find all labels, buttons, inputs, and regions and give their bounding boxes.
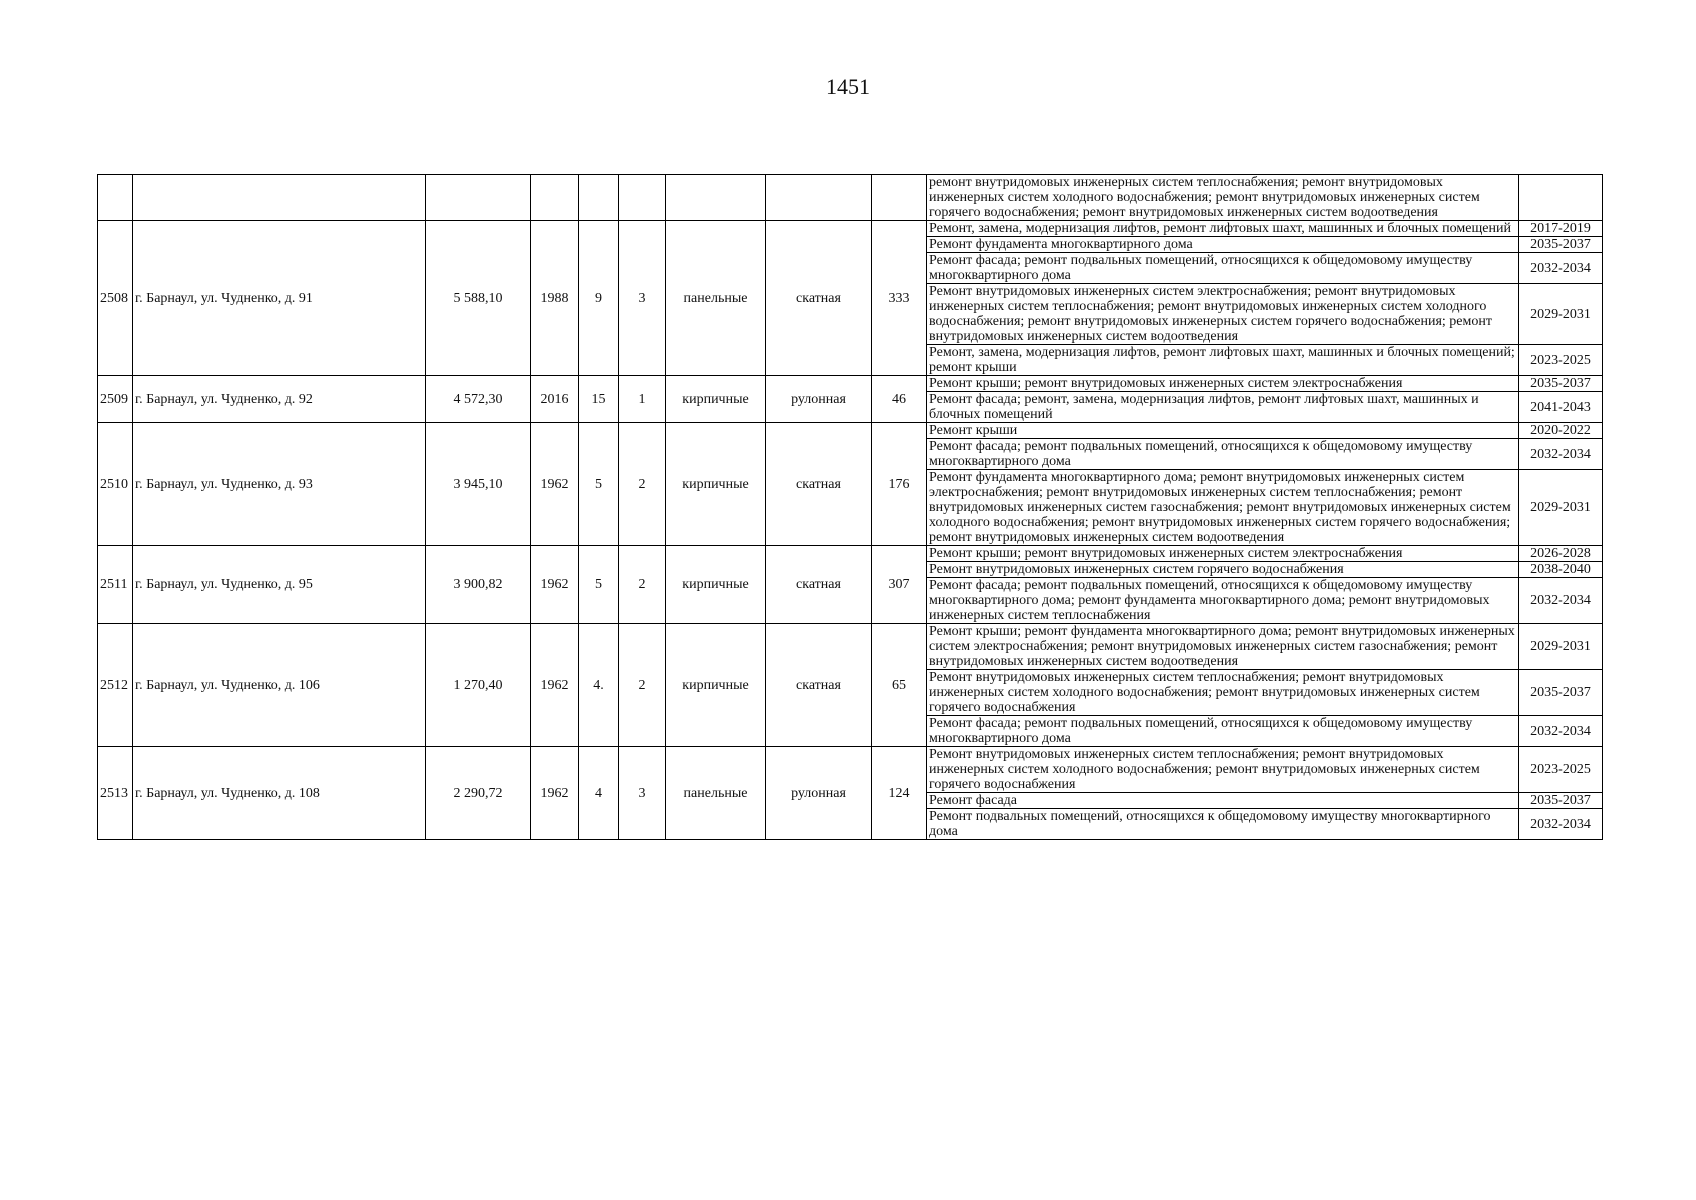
repair-schedule-table (97, 174, 1603, 840)
empty-cell (872, 175, 927, 221)
commissioning-year: 1962 (531, 747, 579, 840)
work-period (1519, 175, 1603, 221)
work-period: 2029-2031 (1519, 624, 1603, 670)
apartment-count: 65 (872, 624, 927, 747)
house-address: г. Барнаул, ул. Чудненко, д. 92 (133, 376, 426, 423)
empty-cell (766, 175, 872, 221)
floor-count: 4. (579, 624, 619, 747)
work-description: Ремонт крыши (927, 423, 1519, 439)
wall-material: кирпичные (666, 423, 766, 546)
work-period: 2026-2028 (1519, 546, 1603, 562)
work-description: Ремонт фундамента многоквартирного дома; ремонт внутридомовых инженерных систем электроснабжения; ремонт внутридомовых инженерных систем теплоснабжения; ремонт внутридомовых инженерных систем газоснабжения; ремонт внутридомовых инженерных систем холодного водоснабжения; ремонт внутридомовых инженерных систем горячего водоснабжения; ремонт внутридомовых инженерных систем водоотведения (927, 470, 1519, 546)
roof-type: рулонная (766, 747, 872, 840)
work-period: 2020-2022 (1519, 423, 1603, 439)
wall-material: панельные (666, 747, 766, 840)
work-period: 2032-2034 (1519, 809, 1603, 840)
work-description: Ремонт внутридомовых инженерных систем теплоснабжения; ремонт внутридомовых инженерных систем холодного водоснабжения; ремонт внутридомовых инженерных систем горячего водоснабжения (927, 670, 1519, 716)
table-body (98, 175, 1603, 840)
work-description: Ремонт фасада; ремонт подвальных помещений, относящихся к общедомовому имуществу многоквартирного дома (927, 716, 1519, 747)
floor-count: 5 (579, 546, 619, 624)
entrance-count: 2 (619, 423, 666, 546)
commissioning-year: 1962 (531, 546, 579, 624)
work-period: 2035-2037 (1519, 376, 1603, 392)
work-description: Ремонт внутридомовых инженерных систем электроснабжения; ремонт внутридомовых инженерных систем теплоснабжения; ремонт внутридомовых инженерных систем холодного водоснабжения; ремонт внутридомовых инженерных систем горячего водоснабжения; ремонт внутридомовых инженерных систем водоотведения (927, 284, 1519, 345)
work-description: Ремонт фасада; ремонт подвальных помещений, относящихся к общедомовому имуществу многоквартирного дома (927, 439, 1519, 470)
entrance-count: 3 (619, 221, 666, 376)
entrance-count: 2 (619, 624, 666, 747)
floor-count: 4 (579, 747, 619, 840)
work-description: Ремонт фасада; ремонт подвальных помещений, относящихся к общедомовому имуществу многоквартирного дома (927, 253, 1519, 284)
entrance-count: 1 (619, 376, 666, 423)
work-description: Ремонт фасада; ремонт, замена, модернизация лифтов, ремонт лифтовых шахт, машинных и блочных помещений (927, 392, 1519, 423)
work-description: Ремонт фасада (927, 793, 1519, 809)
work-period: 2035-2037 (1519, 237, 1603, 253)
house-address: г. Барнаул, ул. Чудненко, д. 91 (133, 221, 426, 376)
work-description: Ремонт внутридомовых инженерных систем горячего водоснабжения (927, 562, 1519, 578)
wall-material: кирпичные (666, 546, 766, 624)
work-period: 2038-2040 (1519, 562, 1603, 578)
table-row (98, 546, 1603, 562)
work-period: 2017-2019 (1519, 221, 1603, 237)
work-description: Ремонт фасада; ремонт подвальных помещений, относящихся к общедомовому имуществу многоквартирного дома; ремонт фундамента многоквартирного дома; ремонт внутридомовых инженерных систем теплоснабжения (927, 578, 1519, 624)
commissioning-year: 1962 (531, 423, 579, 546)
work-description: Ремонт, замена, модернизация лифтов, ремонт лифтовых шахт, машинных и блочных помещений (927, 221, 1519, 237)
floor-count: 9 (579, 221, 619, 376)
entrance-count: 2 (619, 546, 666, 624)
work-period: 2035-2037 (1519, 670, 1603, 716)
work-description: ремонт внутридомовых инженерных систем теплоснабжения; ремонт внутридомовых инженерных систем холодного водоснабжения; ремонт внутридомовых инженерных систем горячего водоснабжения; ремонт внутридомовых инженерных систем водоотведения (927, 175, 1519, 221)
apartment-count: 176 (872, 423, 927, 546)
page-number: 1451 (826, 74, 870, 99)
row-number: 2509 (98, 376, 133, 423)
roof-type: скатная (766, 624, 872, 747)
roof-type: скатная (766, 423, 872, 546)
roof-type: рулонная (766, 376, 872, 423)
work-description: Ремонт крыши; ремонт внутридомовых инженерных систем электроснабжения (927, 546, 1519, 562)
work-period: 2029-2031 (1519, 284, 1603, 345)
apartment-count: 124 (872, 747, 927, 840)
work-period: 2029-2031 (1519, 470, 1603, 546)
total-area: 4 572,30 (426, 376, 531, 423)
commissioning-year: 2016 (531, 376, 579, 423)
apartment-count: 46 (872, 376, 927, 423)
work-description: Ремонт крыши; ремонт фундамента многоквартирного дома; ремонт внутридомовых инженерных систем электроснабжения; ремонт внутридомовых инженерных систем газоснабжения; ремонт внутридомовых инженерных систем водоотведения (927, 624, 1519, 670)
work-period: 2035-2037 (1519, 793, 1603, 809)
wall-material: кирпичные (666, 624, 766, 747)
commissioning-year: 1988 (531, 221, 579, 376)
apartment-count: 307 (872, 546, 927, 624)
table-row (98, 423, 1603, 439)
row-number: 2508 (98, 221, 133, 376)
work-period: 2032-2034 (1519, 716, 1603, 747)
house-address: г. Барнаул, ул. Чудненко, д. 95 (133, 546, 426, 624)
work-description: Ремонт подвальных помещений, относящихся к общедомовому имуществу многоквартирного дома (927, 809, 1519, 840)
table-row (98, 747, 1603, 793)
house-address: г. Барнаул, ул. Чудненко, д. 93 (133, 423, 426, 546)
row-number: 2512 (98, 624, 133, 747)
work-period: 2041-2043 (1519, 392, 1603, 423)
empty-cell (666, 175, 766, 221)
row-number: 2511 (98, 546, 133, 624)
roof-type: скатная (766, 221, 872, 376)
row-number: 2513 (98, 747, 133, 840)
work-period: 2023-2025 (1519, 345, 1603, 376)
table-row (98, 376, 1603, 392)
table-row (98, 175, 1603, 221)
row-number: 2510 (98, 423, 133, 546)
empty-cell (619, 175, 666, 221)
total-area: 3 900,82 (426, 546, 531, 624)
apartment-count: 333 (872, 221, 927, 376)
table-row (98, 624, 1603, 670)
empty-cell (98, 175, 133, 221)
empty-cell (531, 175, 579, 221)
commissioning-year: 1962 (531, 624, 579, 747)
roof-type: скатная (766, 546, 872, 624)
work-period: 2023-2025 (1519, 747, 1603, 793)
total-area: 2 290,72 (426, 747, 531, 840)
work-period: 2032-2034 (1519, 253, 1603, 284)
work-period: 2032-2034 (1519, 439, 1603, 470)
floor-count: 5 (579, 423, 619, 546)
work-description: Ремонт, замена, модернизация лифтов, ремонт лифтовых шахт, машинных и блочных помещений; ремонт крыши (927, 345, 1519, 376)
house-address: г. Барнаул, ул. Чудненко, д. 106 (133, 624, 426, 747)
total-area: 5 588,10 (426, 221, 531, 376)
entrance-count: 3 (619, 747, 666, 840)
wall-material: панельные (666, 221, 766, 376)
work-description: Ремонт фундамента многоквартирного дома (927, 237, 1519, 253)
work-description: Ремонт внутридомовых инженерных систем теплоснабжения; ремонт внутридомовых инженерных систем холодного водоснабжения; ремонт внутридомовых инженерных систем горячего водоснабжения (927, 747, 1519, 793)
total-area: 3 945,10 (426, 423, 531, 546)
work-period: 2032-2034 (1519, 578, 1603, 624)
empty-cell (133, 175, 426, 221)
wall-material: кирпичные (666, 376, 766, 423)
empty-cell (426, 175, 531, 221)
work-description: Ремонт крыши; ремонт внутридомовых инженерных систем электроснабжения (927, 376, 1519, 392)
house-address: г. Барнаул, ул. Чудненко, д. 108 (133, 747, 426, 840)
floor-count: 15 (579, 376, 619, 423)
table-row (98, 221, 1603, 237)
total-area: 1 270,40 (426, 624, 531, 747)
empty-cell (579, 175, 619, 221)
